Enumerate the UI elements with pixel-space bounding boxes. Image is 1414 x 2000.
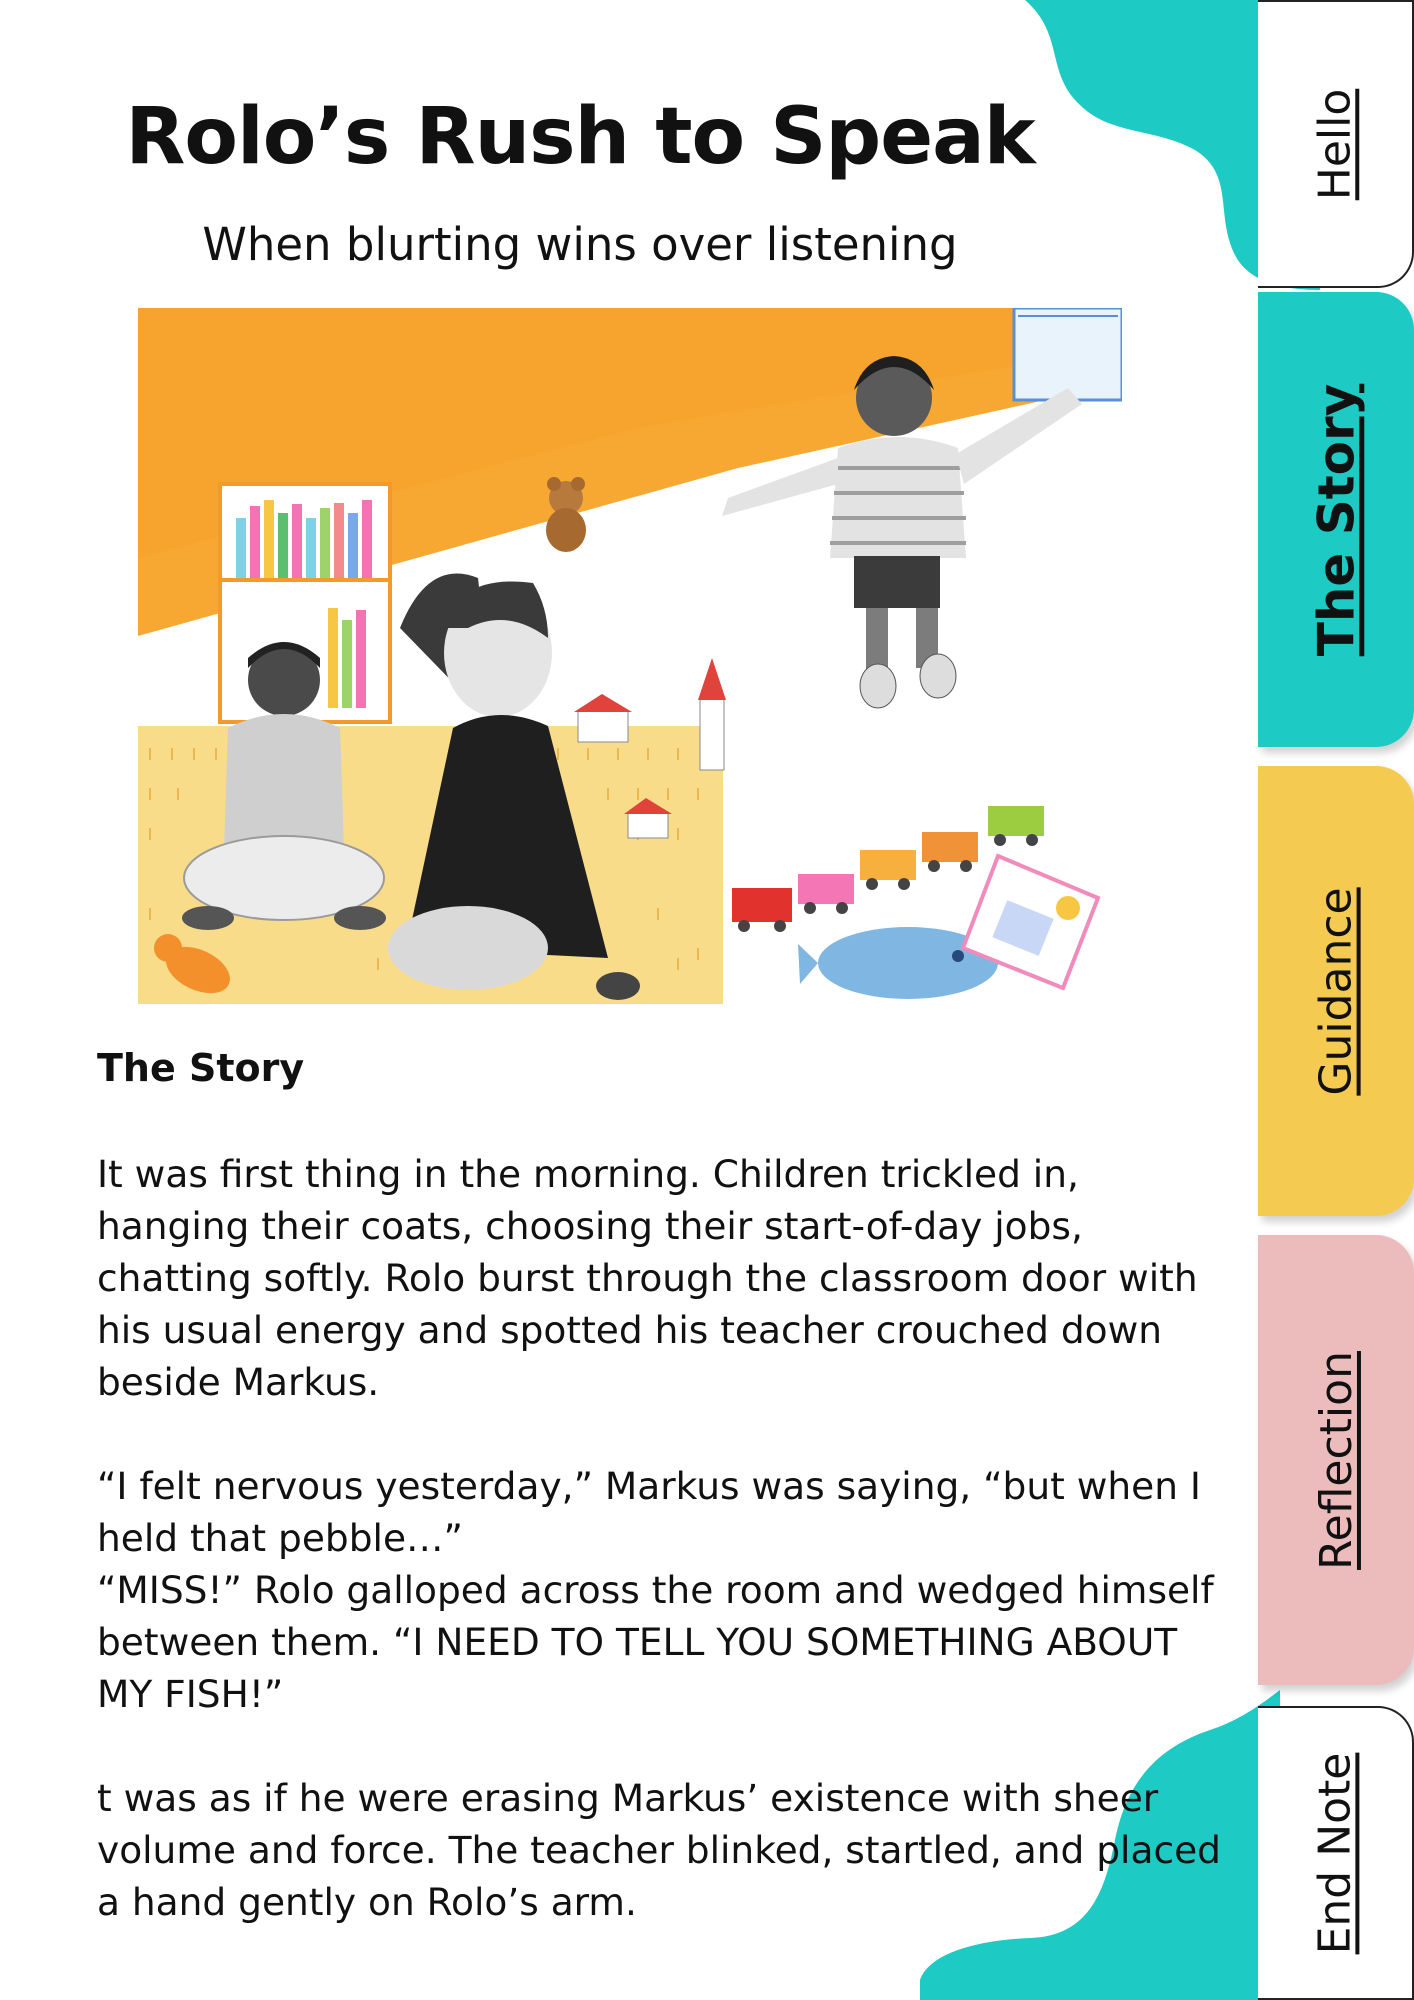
story-paragraph: It was first thing in the morning. Children trickled in, hanging their coats, choosing their start-of-day jobs, chatting softly. Rolo burst through the classroom door with his usual energy and spotted his teacher crouched down beside Markus. <box>97 1152 1198 1404</box>
tab-end-note[interactable] <box>1258 1706 1414 2000</box>
story-paragraph: t was as if he were erasing Markus’ existence with sheer volume and force. The teacher blinked, startled, and placed a hand gently on Rolo’s arm. <box>97 1776 1221 1924</box>
window <box>1014 308 1122 400</box>
tab-reflection-label: Reflection <box>1310 1350 1362 1570</box>
teddy-bear <box>546 477 586 552</box>
story-paragraph: “I felt nervous yesterday,” Markus was saying, “but when I held that pebble…” <box>97 1464 1201 1560</box>
section-tabs <box>1258 0 1414 2000</box>
tab-the-story[interactable] <box>1258 292 1414 747</box>
tab-hello-label: Hello <box>1309 88 1361 200</box>
tab-end-note-label: End Note <box>1309 1752 1361 1954</box>
page-subtitle: When blurting wins over listening <box>202 218 958 271</box>
tab-guidance-label: Guidance <box>1310 886 1362 1096</box>
tab-hello[interactable] <box>1258 0 1414 288</box>
page-title: Rolo’s Rush to Speak <box>125 92 1035 182</box>
story-text <box>97 1148 1227 1980</box>
tab-reflection[interactable] <box>1258 1235 1414 1685</box>
story-paragraph: “MISS!” Rolo galloped across the room and wedged himself between them. “I NEED TO TELL YOU SOMETHING ABOUT MY FISH!” <box>97 1568 1214 1716</box>
tab-the-story-label: The Story <box>1307 383 1366 656</box>
story-illustration <box>138 308 1122 1004</box>
tab-guidance[interactable] <box>1258 766 1414 1216</box>
section-heading: The Story <box>97 1046 305 1090</box>
